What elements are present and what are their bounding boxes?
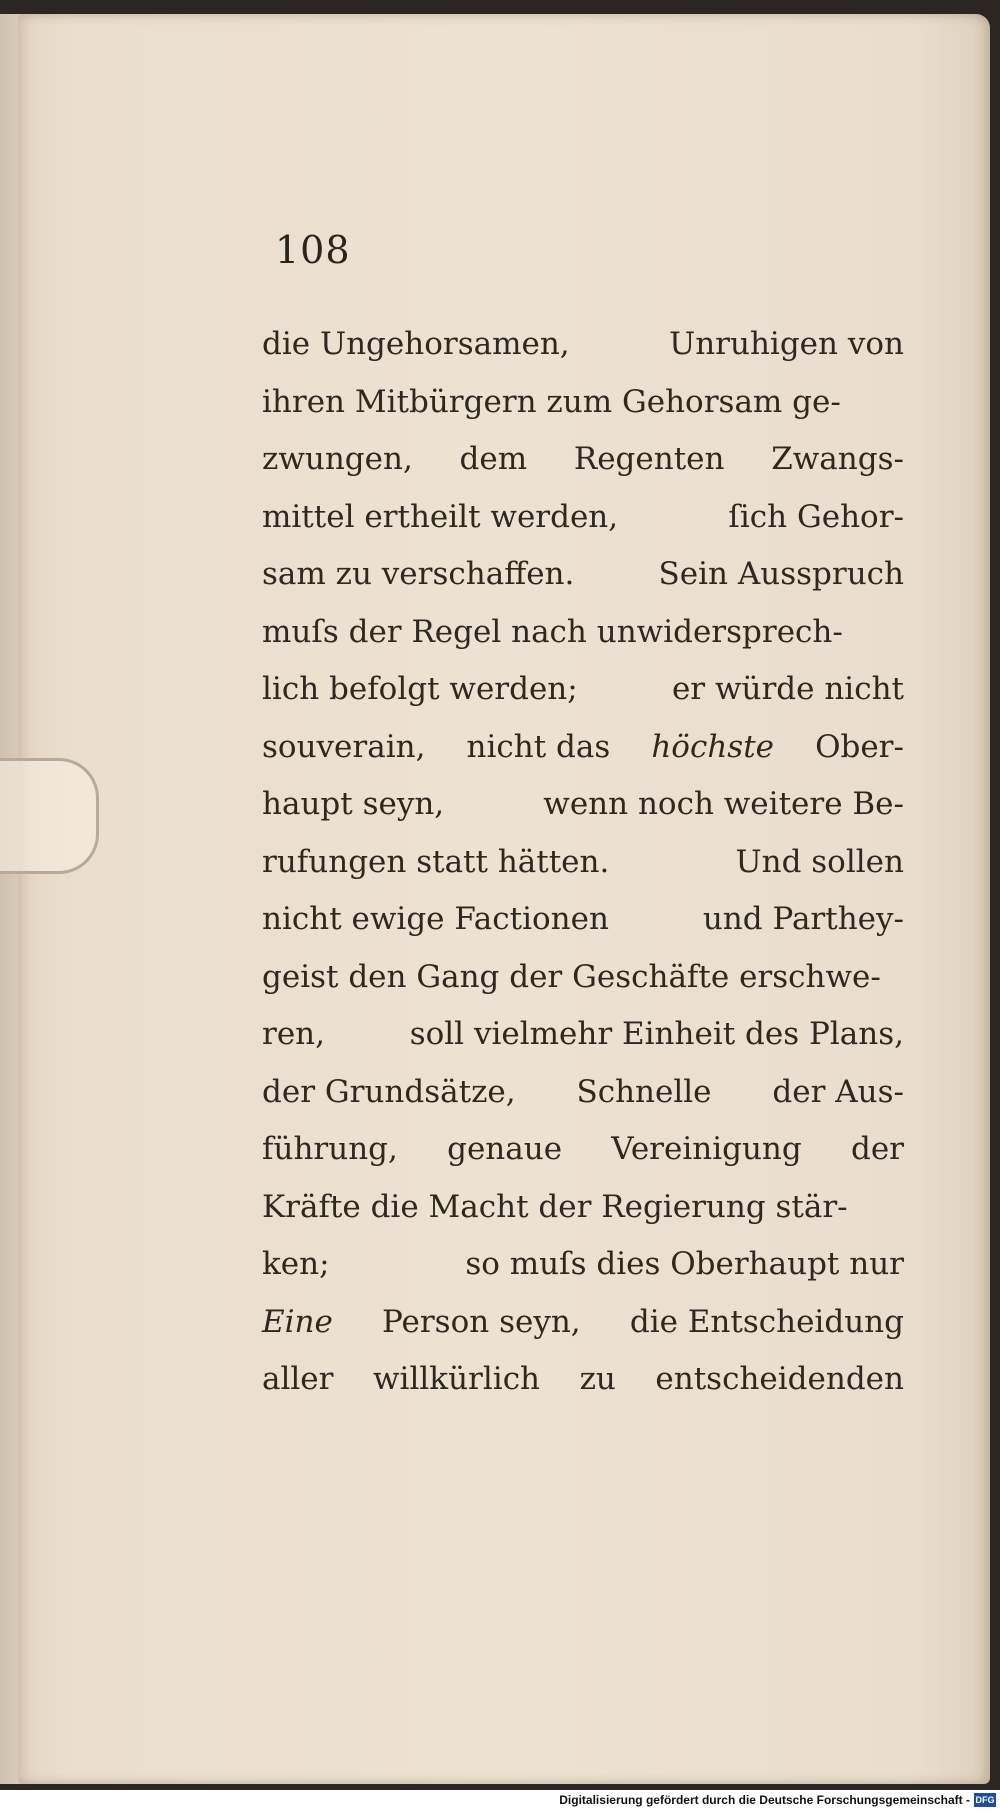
text-line (262, 374, 904, 432)
text-segment: der (850, 1131, 904, 1167)
text-segment: die Ungehorsamen, (262, 326, 570, 362)
text-line (262, 1294, 904, 1352)
text-segment: ihren Mitbürgern zum Gehorsam ge- (262, 383, 841, 420)
text-segment: Vereinigung (611, 1131, 802, 1167)
text-line (262, 1236, 904, 1294)
text-line (262, 834, 904, 892)
text-segment: der Grundsätze, (262, 1073, 516, 1110)
text-line (262, 661, 904, 719)
text-segment: Unruhigen von (669, 326, 904, 362)
text-segment: Ober- (815, 728, 904, 765)
text-segment: dem (459, 441, 528, 477)
text-segment: er würde nicht (671, 671, 904, 707)
text-line (262, 776, 904, 834)
text-line (262, 316, 904, 374)
text-segment: ren, (262, 1016, 325, 1052)
text-segment: nicht das (466, 728, 611, 765)
text-segment: zu (579, 1361, 616, 1397)
text-line (262, 719, 904, 777)
text-segment: muſs der Regel nach unwidersprech- (262, 613, 843, 650)
text-segment: geist den Gang der Geschäfte erschwe- (262, 958, 881, 995)
text-segment: ſich Gehor- (728, 498, 904, 535)
text-segment: Sein Ausspruch (658, 556, 904, 592)
text-segment: Person seyn, (382, 1303, 581, 1340)
text-segment: rufungen statt hätten. (262, 843, 610, 880)
footer-bar (0, 1790, 1000, 1811)
text-line (262, 1351, 904, 1409)
text-segment: und Parthey- (702, 901, 904, 937)
text-line (262, 604, 904, 662)
text-segment: willkürlich (373, 1361, 541, 1397)
text-line (262, 949, 904, 1007)
text-segment: ken; (262, 1246, 330, 1282)
text-line (262, 1121, 904, 1179)
text-segment: souverain, (262, 728, 426, 765)
text-line (262, 1064, 904, 1122)
text-segment: nicht ewige Factionen (262, 901, 609, 937)
text-segment: soll vielmehr Einheit des Plans, (409, 1016, 904, 1052)
text-segment: der Aus- (772, 1073, 904, 1110)
page-number: 108 (275, 228, 351, 272)
text-segment: aller (262, 1361, 334, 1397)
text-segment: sam zu verschaffen. (262, 556, 575, 592)
text-segment: haupt seyn, (262, 786, 445, 822)
text-segment: genaue (447, 1131, 563, 1167)
text-segment: Und sollen (735, 843, 904, 880)
text-segment: Schnelle (576, 1073, 712, 1110)
body-text (262, 316, 904, 1409)
text-line (262, 489, 904, 547)
text-segment: wenn noch weitere Be- (543, 786, 904, 822)
text-segment: mittel ertheilt werden, (262, 498, 619, 535)
text-segment: führung, (262, 1131, 398, 1167)
text-segment: lich befolgt werden; (262, 671, 578, 707)
text-line (262, 546, 904, 604)
text-segment: die Entscheidung (629, 1303, 904, 1340)
text-line (262, 431, 904, 489)
text-segment: zwungen, (262, 441, 413, 477)
footer-credit: Digitalisierung gefördert durch die Deutsche Forschungsgemeinschaft - (559, 1793, 970, 1807)
dfg-logo-icon: DFG (975, 1795, 995, 1805)
text-segment: Kräfte die Macht der Regierung stär- (262, 1188, 848, 1225)
text-line (262, 1006, 904, 1064)
text-line (262, 891, 904, 949)
text-segment: Zwangs- (771, 441, 904, 477)
text-line (262, 1179, 904, 1237)
text-segment: Eine (262, 1303, 333, 1340)
page-tab-marker (0, 758, 99, 874)
text-segment: entscheidenden (655, 1361, 904, 1397)
text-segment: Regenten (573, 441, 725, 477)
text-segment: so muſs dies Oberhaupt nur (465, 1246, 904, 1282)
text-segment: höchste (651, 728, 774, 765)
